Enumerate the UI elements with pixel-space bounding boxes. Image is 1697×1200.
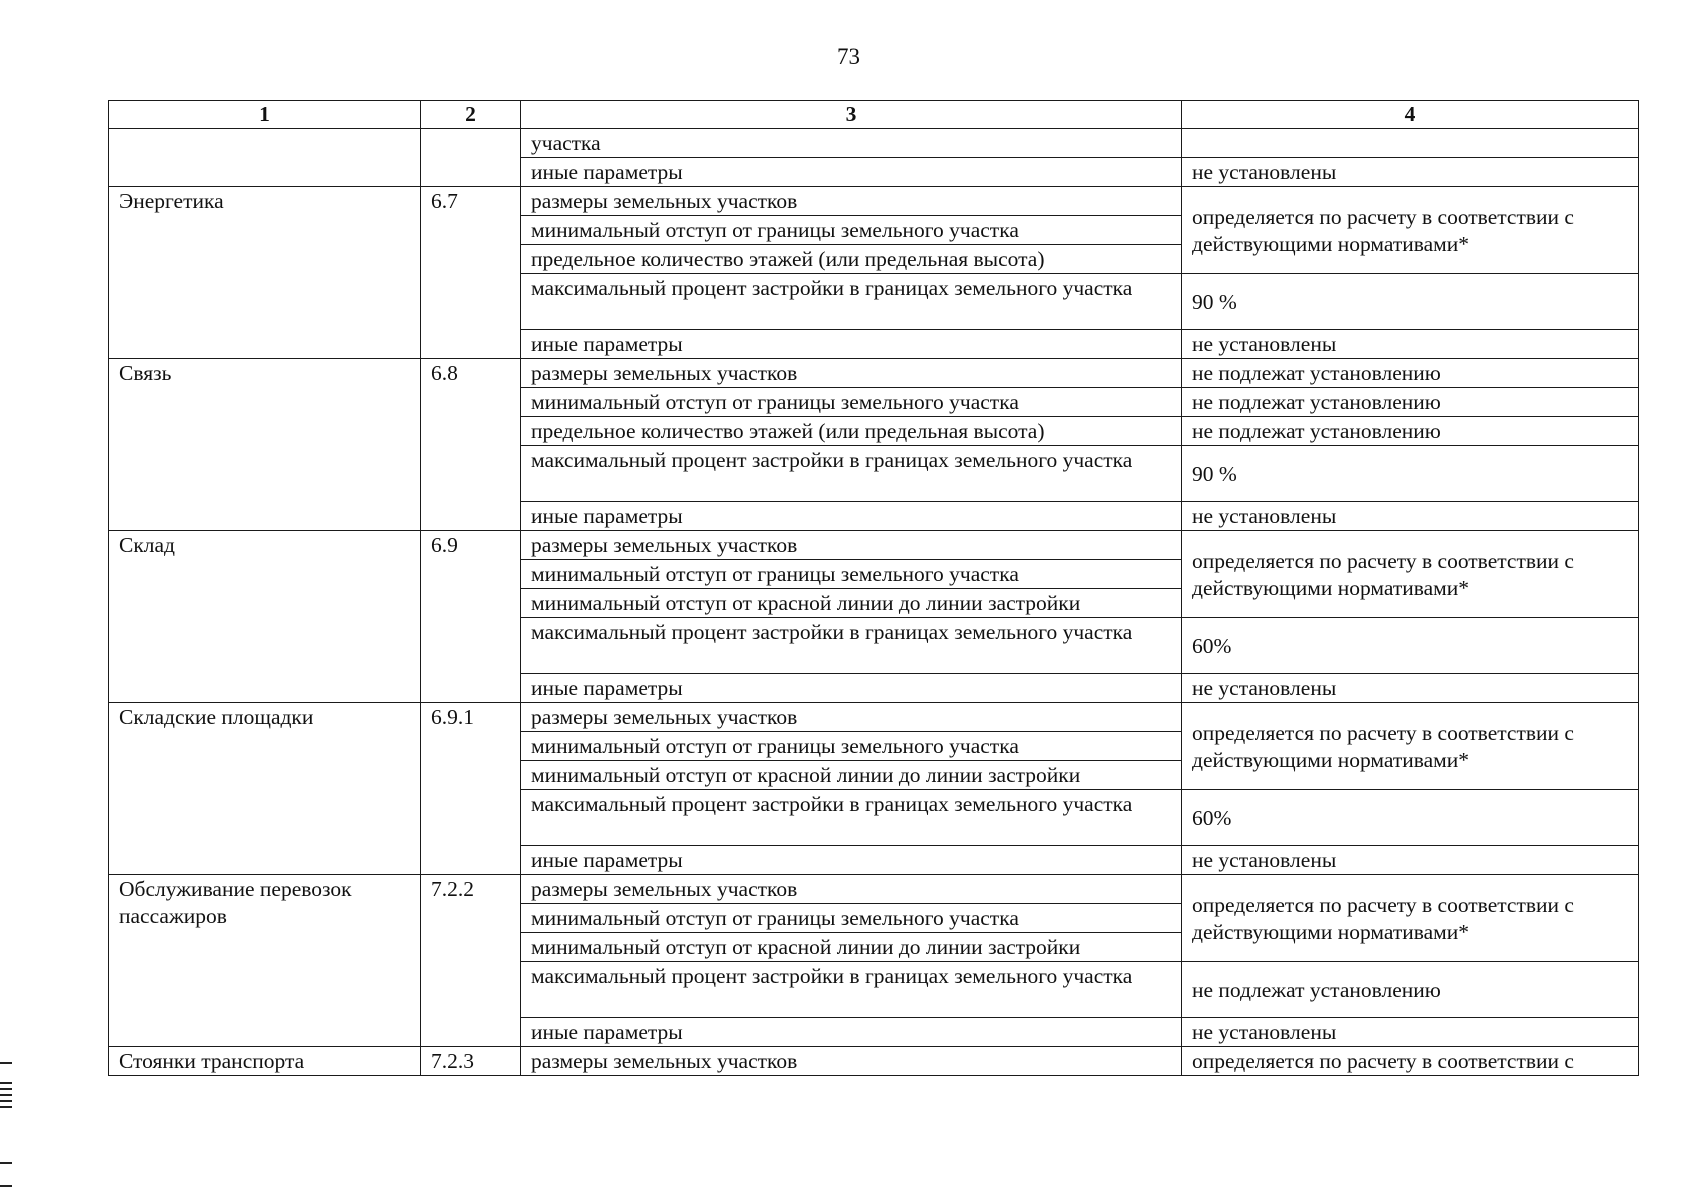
use-code-cell: 6.7 [421,187,521,359]
regulations-table [108,100,1639,1076]
use-name-cell: Склад [109,531,421,703]
table-header-row [109,101,1639,129]
value-cell: не установлены [1182,330,1639,359]
param-cell: минимальный отступ от границы земельного участка [521,216,1182,245]
use-code-cell: 7.2.3 [421,1047,521,1076]
param-cell: размеры земельных участков [521,531,1182,560]
use-code-cell [421,129,521,187]
use-code-cell: 7.2.2 [421,875,521,1047]
table-row [109,875,1639,904]
param-cell: иные параметры [521,674,1182,703]
table-row [109,129,1639,158]
param-cell: максимальный процент застройки в границах земельного участка [521,274,1182,330]
scan-mark [0,1185,12,1187]
use-name-cell: Энергетика [109,187,421,359]
table-row [109,187,1639,216]
value-cell: не установлены [1182,502,1639,531]
value-cell: не установлены [1182,674,1639,703]
param-cell: минимальный отступ от границы земельного участка [521,732,1182,761]
param-cell: минимальный отступ от красной линии до линии застройки [521,761,1182,790]
param-cell: размеры земельных участков [521,875,1182,904]
use-name-cell: Складские площадки [109,703,421,875]
header-col-2: 2 [421,101,521,129]
scan-mark [0,1094,12,1096]
value-cell: не установлены [1182,158,1639,187]
param-cell: минимальный отступ от границы земельного участка [521,904,1182,933]
use-code-cell: 6.9.1 [421,703,521,875]
table-row [109,1047,1639,1076]
header-col-1: 1 [109,101,421,129]
value-cell: 90 % [1182,446,1639,502]
param-cell: размеры земельных участков [521,359,1182,388]
table-row [109,703,1639,732]
use-name-cell: Стоянки транспорта [109,1047,421,1076]
scan-mark [0,1100,12,1102]
header-col-3: 3 [521,101,1182,129]
param-cell: участка [521,129,1182,158]
scan-mark [0,1082,12,1084]
value-cell: не подлежат установлению [1182,359,1639,388]
use-name-cell: Обслуживание перевозок пассажиров [109,875,421,1047]
param-cell: размеры земельных участков [521,1047,1182,1076]
param-cell: предельное количество этажей (или предельная высота) [521,245,1182,274]
use-code-cell: 6.9 [421,531,521,703]
value-cell: не подлежат установлению [1182,962,1639,1018]
param-cell: максимальный процент застройки в границах земельного участка [521,446,1182,502]
param-cell: иные параметры [521,158,1182,187]
value-cell: 90 % [1182,274,1639,330]
param-cell: иные параметры [521,502,1182,531]
value-cell: не подлежат установлению [1182,388,1639,417]
value-cell: определяется по расчету в соответствии с действующими нормативами* [1182,875,1639,962]
param-cell: иные параметры [521,330,1182,359]
scan-mark [0,1088,12,1090]
scan-mark [0,1106,12,1108]
value-cell [1182,129,1639,158]
param-cell: минимальный отступ от красной линии до линии застройки [521,933,1182,962]
param-cell: минимальный отступ от границы земельного участка [521,560,1182,589]
table-row [109,531,1639,560]
param-cell: размеры земельных участков [521,703,1182,732]
value-cell: 60% [1182,618,1639,674]
value-cell: определяется по расчету в соответствии с действующими нормативами* [1182,531,1639,618]
value-cell: не установлены [1182,846,1639,875]
param-cell: максимальный процент застройки в границах земельного участка [521,618,1182,674]
value-cell: определяется по расчету в соответствии с действующими нормативами* [1182,187,1639,274]
use-code-cell: 6.8 [421,359,521,531]
use-name-cell: Связь [109,359,421,531]
param-cell: максимальный процент застройки в границах земельного участка [521,790,1182,846]
value-cell: не подлежат установлению [1182,417,1639,446]
param-cell: предельное количество этажей (или предельная высота) [521,417,1182,446]
use-name-cell [109,129,421,187]
param-cell: размеры земельных участков [521,187,1182,216]
value-cell: определяется по расчету в соответствии с [1182,1047,1639,1076]
header-col-4: 4 [1182,101,1639,129]
param-cell: минимальный отступ от границы земельного участка [521,388,1182,417]
value-cell: 60% [1182,790,1639,846]
value-cell: определяется по расчету в соответствии с действующими нормативами* [1182,703,1639,790]
value-cell: не установлены [1182,1018,1639,1047]
scan-mark [0,1162,12,1164]
param-cell: минимальный отступ от красной линии до линии застройки [521,589,1182,618]
param-cell: иные параметры [521,1018,1182,1047]
param-cell: максимальный процент застройки в границах земельного участка [521,962,1182,1018]
table-row [109,359,1639,388]
page-number: 73 [837,44,860,69]
param-cell: иные параметры [521,846,1182,875]
scan-mark [0,1062,12,1064]
